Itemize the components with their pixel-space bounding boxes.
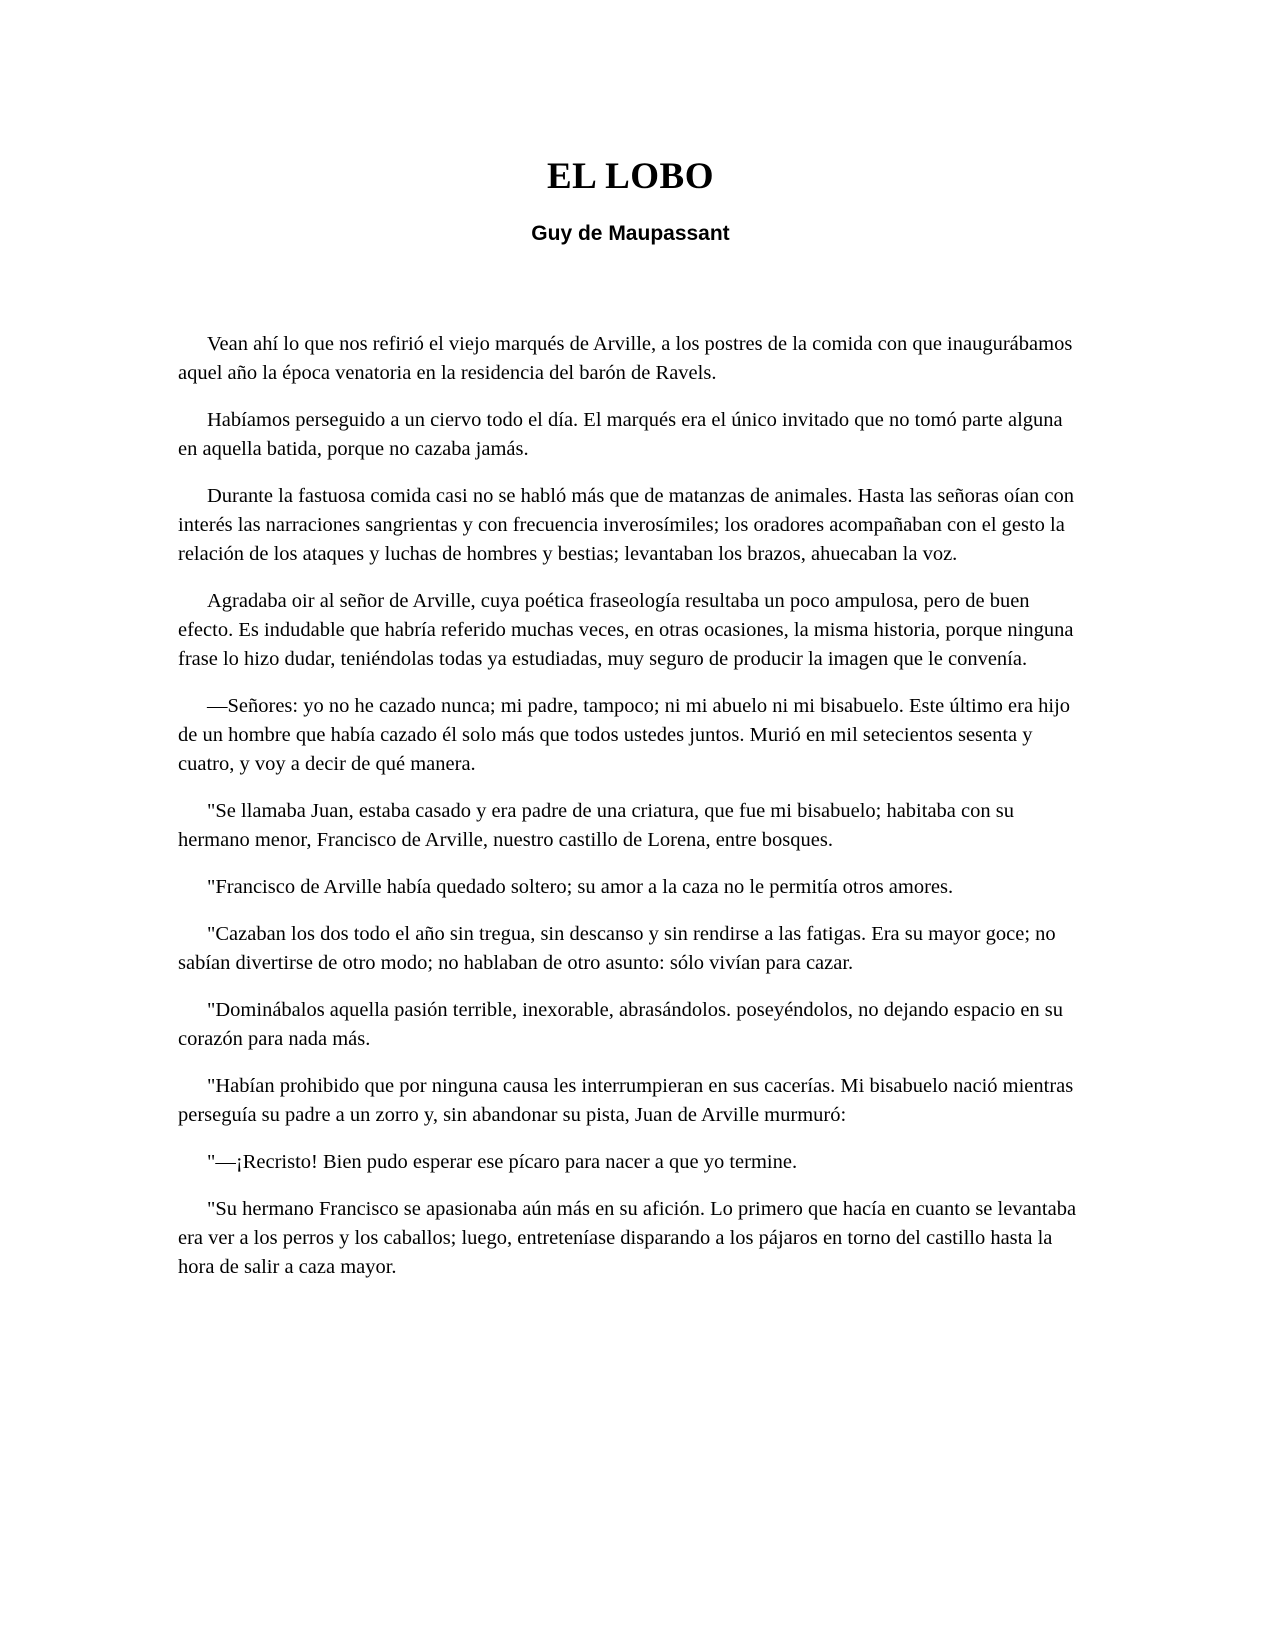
story-title: EL LOBO bbox=[547, 156, 714, 197]
paragraph: —Señores: yo no he cazado nunca; mi padre, tampoco; ni mi abuelo ni mi bisabuelo. Este último era hijo de un hombre que había cazado él solo más que todos ustedes juntos. Murió en mil setecientos sesenta y cuatro, y voy a decir de qué manera. bbox=[178, 695, 1071, 776]
paragraph: "Dominábalos aquella pasión terrible, inexorable, abrasándolos. poseyéndolos, no dejando espacio en su corazón para nada más. bbox=[178, 999, 1064, 1051]
author-name: Guy de Maupassant bbox=[531, 222, 730, 245]
paragraph: "Su hermano Francisco se apasionaba aún más en su afición. Lo primero que hacía en cuanto se levantaba era ver a los perros y los caballos; luego, entreteníase disparando a los pájaros en torno del castillo hasta la hora de salir a caza mayor. bbox=[178, 1198, 1077, 1279]
paragraph: Agradaba oir al señor de Arville, cuya poética fraseología resultaba un poco ampulosa, pero de buen efecto. Es indudable que habría referido muchas veces, en otras ocasiones, la misma historia, porque ninguna frase lo hizo dudar, teniéndolas todas ya estudiadas, muy seguro de producir la imagen que le convenía. bbox=[178, 590, 1074, 671]
story-body bbox=[178, 330, 1083, 1282]
paragraph: Durante la fastuosa comida casi no se habló más que de matanzas de animales. Hasta las señoras oían con interés las narraciones sangrientas y con frecuencia inverosímiles; los oradores acompañaban con el gesto la relación de los ataques y luchas de hombres y bestias; levantaban los brazos, ahuecaban la voz. bbox=[178, 485, 1074, 566]
paragraph: "Francisco de Arville había quedado soltero; su amor a la caza no le permitía otros amores. bbox=[207, 876, 954, 899]
paragraph: Vean ahí lo que nos refirió el viejo marqués de Arville, a los postres de la comida con que inaugurábamos aquel año la época venatoria en la residencia del barón de Ravels. bbox=[178, 333, 1073, 385]
paragraph: "Habían prohibido que por ninguna causa les interrumpieran en sus cacerías. Mi bisabuelo nació mientras perseguía su padre a un zorro y, sin abandonar su pista, Juan de Arville murmuró: bbox=[178, 1075, 1074, 1127]
paragraph: "Se llamaba Juan, estaba casado y era padre de una criatura, que fue mi bisabuelo; habitaba con su hermano menor, Francisco de Arville, nuestro castillo de Lorena, entre bosques. bbox=[178, 800, 1014, 852]
paragraph: "Cazaban los dos todo el año sin tregua, sin descanso y sin rendirse a las fatigas. Era su mayor goce; no sabían divertirse de otro modo; no hablaban de otro asunto: sólo vivían para cazar. bbox=[178, 923, 1056, 975]
paragraph: "—¡Recristo! Bien pudo esperar ese pícaro para nacer a que yo termine. bbox=[207, 1151, 798, 1174]
paragraph: Habíamos perseguido a un ciervo todo el día. El marqués era el único invitado que no tomó parte alguna en aquella batida, porque no cazaba jamás. bbox=[178, 409, 1063, 461]
